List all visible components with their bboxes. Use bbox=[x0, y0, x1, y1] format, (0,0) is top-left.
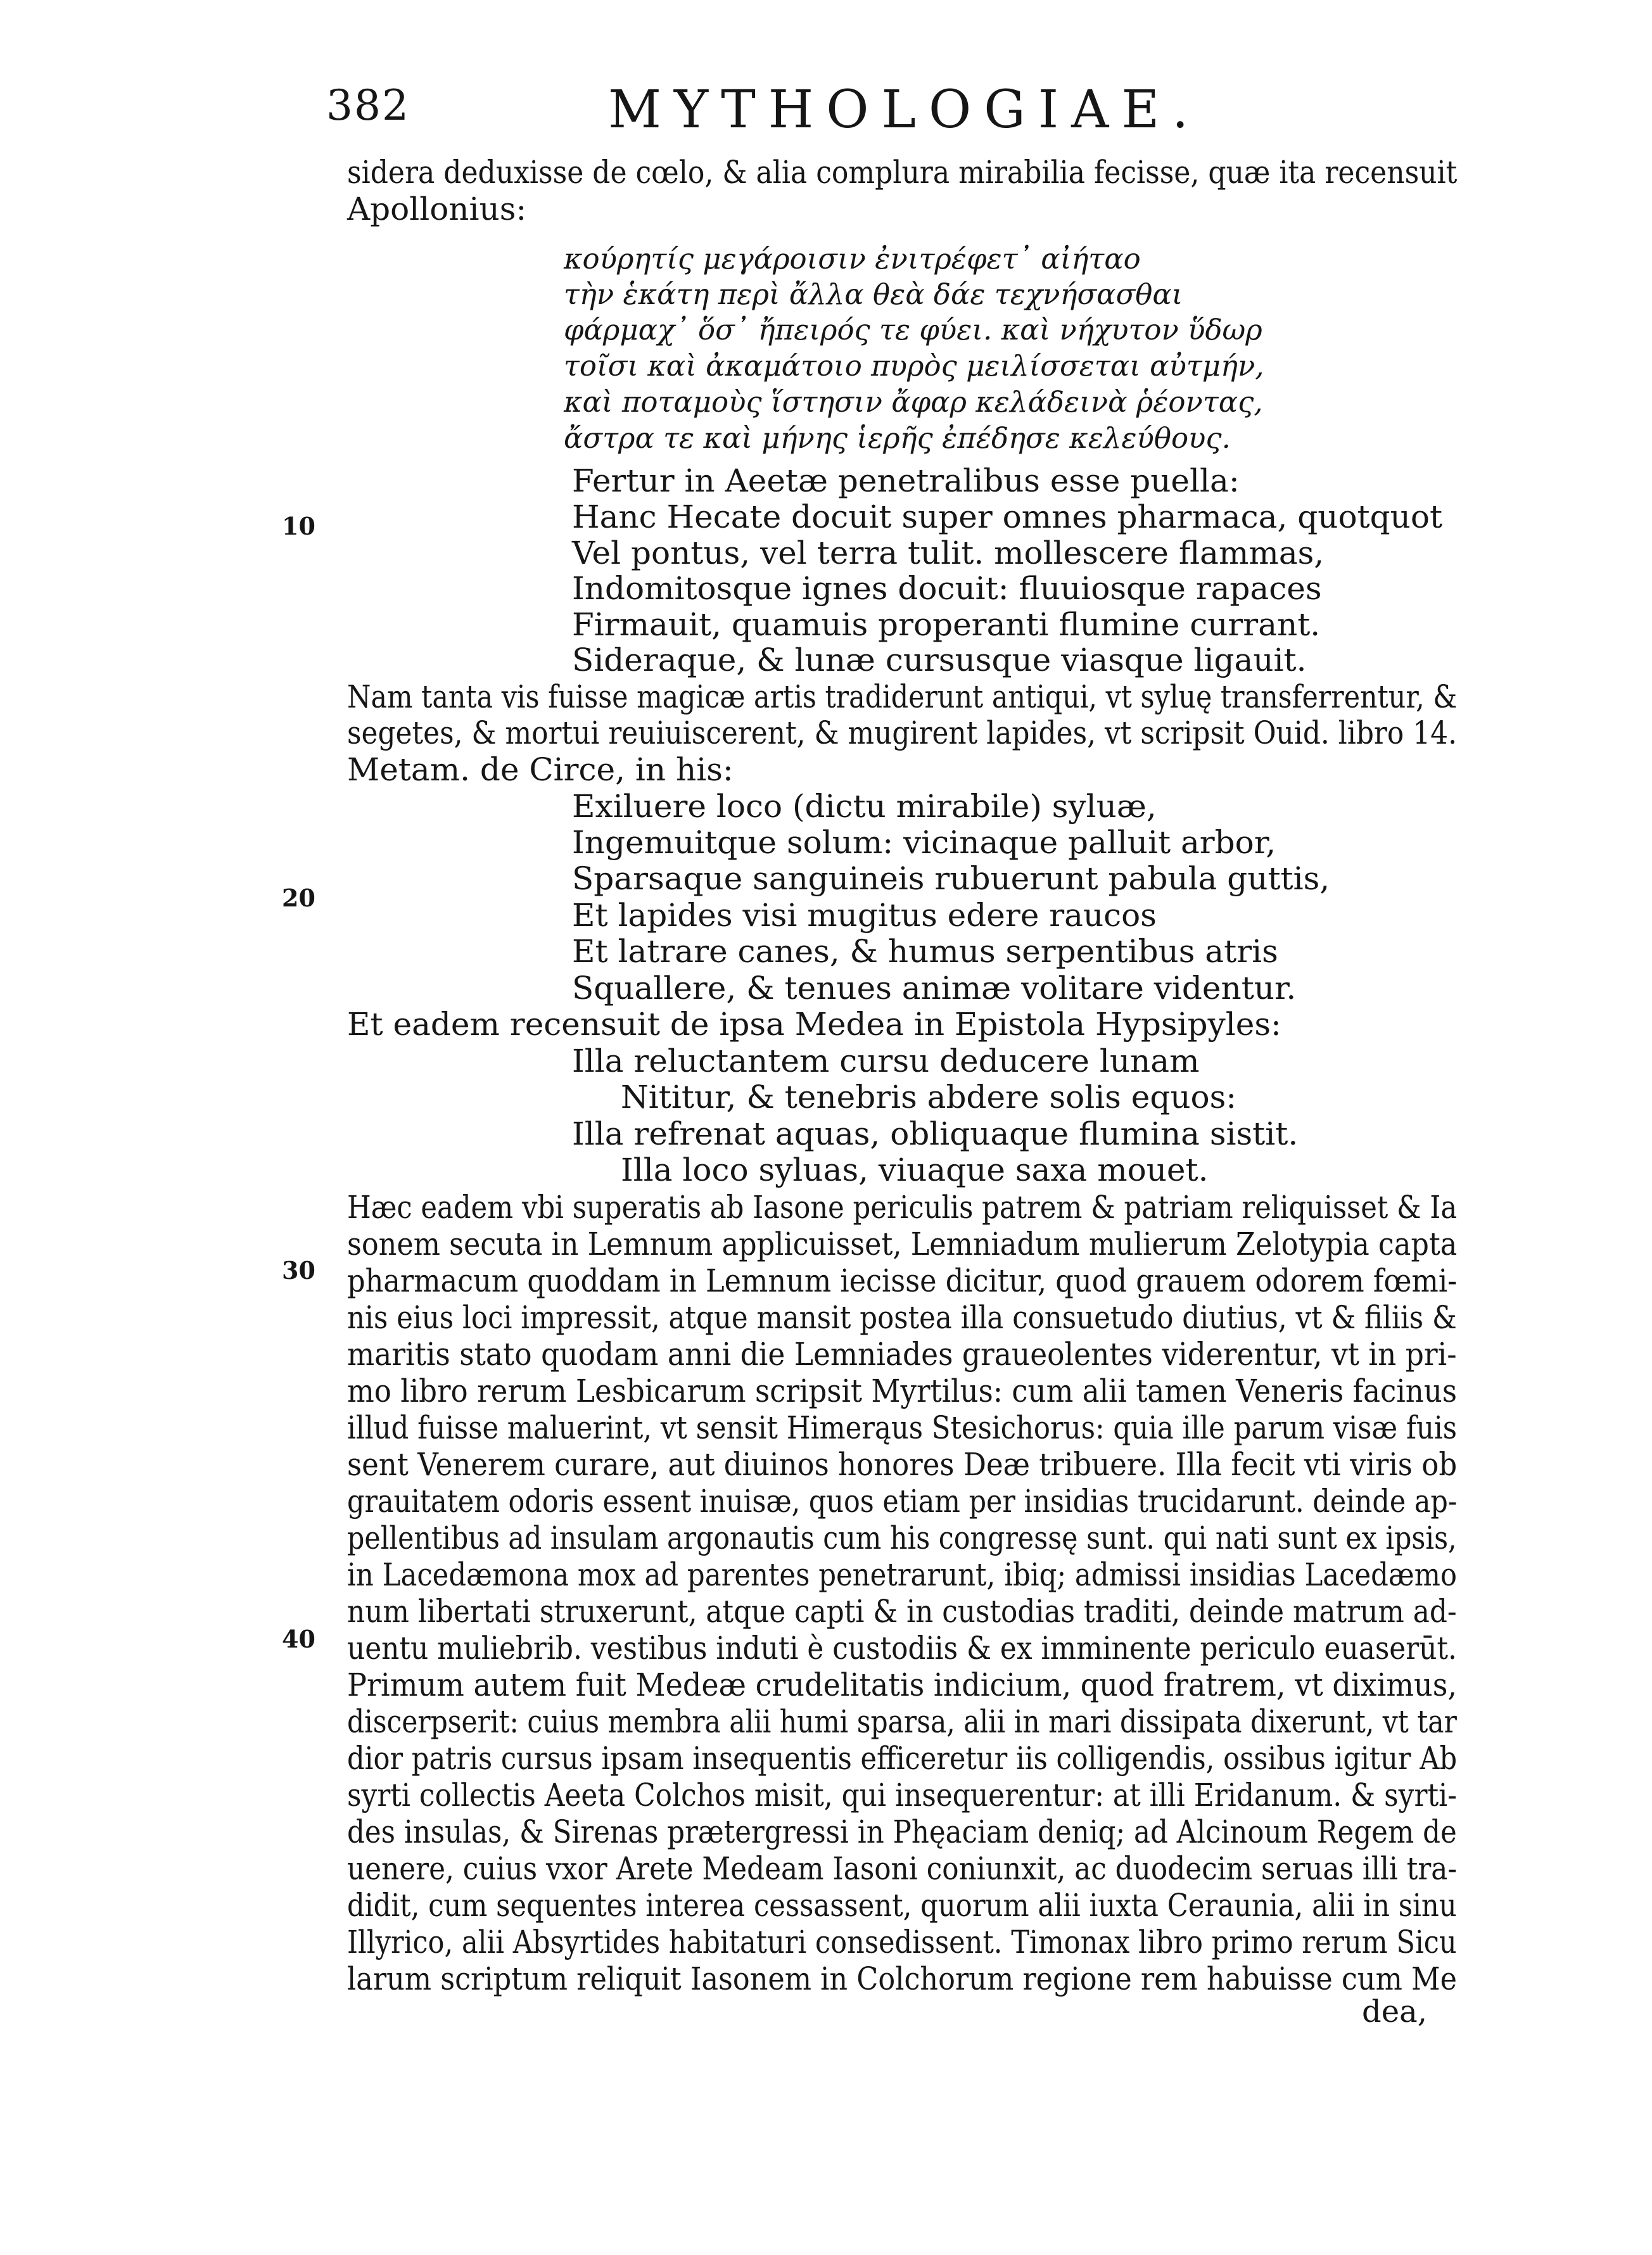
prose-line: maritis stato quodam anni die Lemniades graueolentes viderentur, vt in pri- bbox=[347, 1336, 1457, 1373]
verse-line: Illa refrenat aquas, obliquaque flumina sistit. bbox=[572, 1115, 1299, 1152]
verse-line: Vel pontus, vel terra tulit. mollescere flammas, bbox=[572, 535, 1325, 571]
page-number: 382 bbox=[326, 81, 410, 130]
verse-line: Hanc Hecate docuit super omnes pharmaca, quotquot bbox=[572, 499, 1443, 535]
prose-line: pharmacum quoddam in Lemnum iecisse dicitur, quod grauem odorem fœmi- bbox=[347, 1262, 1458, 1299]
running-title: MYTHOLOGIAE. bbox=[608, 80, 1202, 140]
verse-line: Ingemuitque solum: vicinaque palluit arbor, bbox=[572, 824, 1276, 861]
greek-verse-line: τὴν ἑκάτη περὶ ἄλλα θεὰ δάε τεχνήσασθαι bbox=[564, 277, 1183, 311]
prose-line: Primum autem fuit Medeæ crudelitatis indicium, quod fratrem, vt diximus, bbox=[347, 1667, 1458, 1703]
verse-line: Indomitosque ignes docuit: fluuiosque rapaces bbox=[572, 570, 1322, 607]
prose-line: des insulas, & Sirenas prætergressi in Phęaciam deniq; ad Alcinoum Regem de bbox=[347, 1814, 1457, 1850]
prose-line: segetes, & mortui reuiuiscerent, & mugirent lapides, vt scripsit Ouid. libro 14. bbox=[347, 715, 1458, 751]
prose-line: uentu muliebrib. vestibus induti è custodiis & ex imminente periculo euaserūt. bbox=[347, 1630, 1457, 1667]
prose-line: Nam tanta vis fuisse magicæ artis tradiderunt antiqui, vt syluę transferrentur, & bbox=[347, 678, 1458, 715]
prose-line: nis eius loci impressit, atque mansit postea illa consuetudo diutius, vt & filiis & bbox=[347, 1299, 1457, 1336]
prose-line: Hæc eadem vbi superatis ab Iasone periculis patrem & patriam reliquisset & Ia bbox=[347, 1189, 1458, 1226]
margin-line-number: 30 bbox=[282, 1256, 315, 1285]
prose-line: larum scriptum reliquit Iasonem in Colchorum regione rem habuisse cum Me bbox=[347, 1960, 1457, 1997]
prose-line: syrti collectis Aeeta Colchos misit, qui insequerentur: at illi Eridanum. & syrti- bbox=[347, 1777, 1457, 1814]
prose-line: didit, cum sequentes interea cessassent, quorum alii iuxta Ceraunia, alii in sinu bbox=[347, 1887, 1457, 1924]
prose-line: illud fuisse maluerint, vt sensit Himerąus Stesichorus: quia ille parum visæ fuis bbox=[347, 1409, 1458, 1446]
verse-line: Et latrare canes, & humus serpentibus atris bbox=[572, 933, 1278, 970]
greek-verse-line: ἄστρα τε καὶ μήνης ἱερῆς ἐπέδησε κελεύθους. bbox=[564, 421, 1231, 455]
verse-line: Nititur, & tenebris abdere solis equos: bbox=[621, 1079, 1237, 1115]
margin-line-number: 20 bbox=[282, 884, 315, 912]
verse-line: Illa loco syluas, viuaque saxa mouet. bbox=[621, 1152, 1209, 1188]
prose-line: discerpserit: cuius membra alii humi sparsa, alii in mari dissipata dixerunt, vt tar bbox=[347, 1703, 1457, 1740]
verse-line: Et lapides visi mugitus edere raucos bbox=[572, 897, 1157, 934]
prose-line: uenere, cuius vxor Arete Medeam Iasoni coniunxit, ac duodecim seruas illi tra- bbox=[347, 1850, 1458, 1887]
verse-line: Firmauit, quamuis properanti flumine currant. bbox=[572, 606, 1321, 643]
prose-line: pellentibus ad insulam argonautis cum his congressę sunt. qui nati sunt ex ipsis, bbox=[347, 1520, 1457, 1556]
prose-line: Apollonius: bbox=[347, 191, 527, 227]
prose-line: sidera deduxisse de cœlo, & alia complura mirabilia fecisse, quæ ita recensuit bbox=[347, 154, 1458, 191]
prose-line: mo libro rerum Lesbicarum scripsit Myrtilus: cum alii tamen Veneris facinus bbox=[347, 1373, 1457, 1409]
greek-verse-line: τοῖσι καὶ ἀκαμάτοιο πυρὸς μειλίσσεται αὐτμήν, bbox=[564, 349, 1264, 383]
prose-line: Et eadem recensuit de ipsa Medea in Epistola Hypsipyles: bbox=[347, 1006, 1281, 1043]
verse-line: Fertur in Aeetæ penetralibus esse puella: bbox=[572, 462, 1240, 499]
verse-line: Exiluere loco (dictu mirabile) syluæ, bbox=[572, 788, 1157, 825]
margin-line-number: 10 bbox=[282, 512, 315, 540]
verse-line: Sparsaque sanguineis rubuerunt pabula guttis, bbox=[572, 860, 1330, 897]
prose-line: dior patris cursus ipsam insequentis efficeretur iis colligendis, ossibus igitur Ab bbox=[347, 1740, 1458, 1777]
catchword: dea, bbox=[1362, 1994, 1428, 2030]
margin-line-number: 40 bbox=[282, 1625, 315, 1653]
greek-verse-line: φάρμαχ᾽ ὅσ᾽ ἤπειρός τε φύει. καὶ νήχυτον ὕδωρ bbox=[564, 313, 1262, 346]
verse-line: Squallere, & tenues animæ volitare videntur. bbox=[572, 970, 1297, 1007]
prose-line: in Lacedæmona mox ad parentes penetrarunt, ibiq; admissi insidias Lacedæmo bbox=[347, 1556, 1458, 1593]
prose-line: Illyrico, alii Absyrtides habitaturi consedissent. Timonax libro primo rerum Sicu bbox=[347, 1924, 1457, 1960]
verse-line: Illa reluctantem cursu deducere lunam bbox=[572, 1043, 1200, 1079]
greek-verse-line: καὶ ποταμοὺς ἵστησιν ἄφαρ κελάδεινὰ ῥέοντας, bbox=[564, 385, 1263, 419]
prose-line: num libertati struxerunt, atque capti & in custodias traditi, deinde matrum ad- bbox=[347, 1593, 1457, 1630]
prose-line: grauitatem odoris essent inuisæ, quos etiam per insidias trucidarunt. deinde ap- bbox=[347, 1483, 1458, 1520]
prose-line: sonem secuta in Lemnum applicuisset, Lemniadum mulierum Zelotypia capta bbox=[347, 1226, 1458, 1262]
greek-verse-line: κούρητίς μεγάροισιν ἐνιτρέφετ᾽ αἰήταο bbox=[564, 242, 1141, 276]
prose-line: sent Venerem curare, aut diuinos honores Deæ tribuere. Illa fecit vti viris ob bbox=[347, 1446, 1458, 1483]
verse-line: Sideraque, & lunæ cursusque viasque ligauit. bbox=[572, 642, 1307, 678]
prose-line: Metam. de Circe, in his: bbox=[347, 751, 734, 788]
